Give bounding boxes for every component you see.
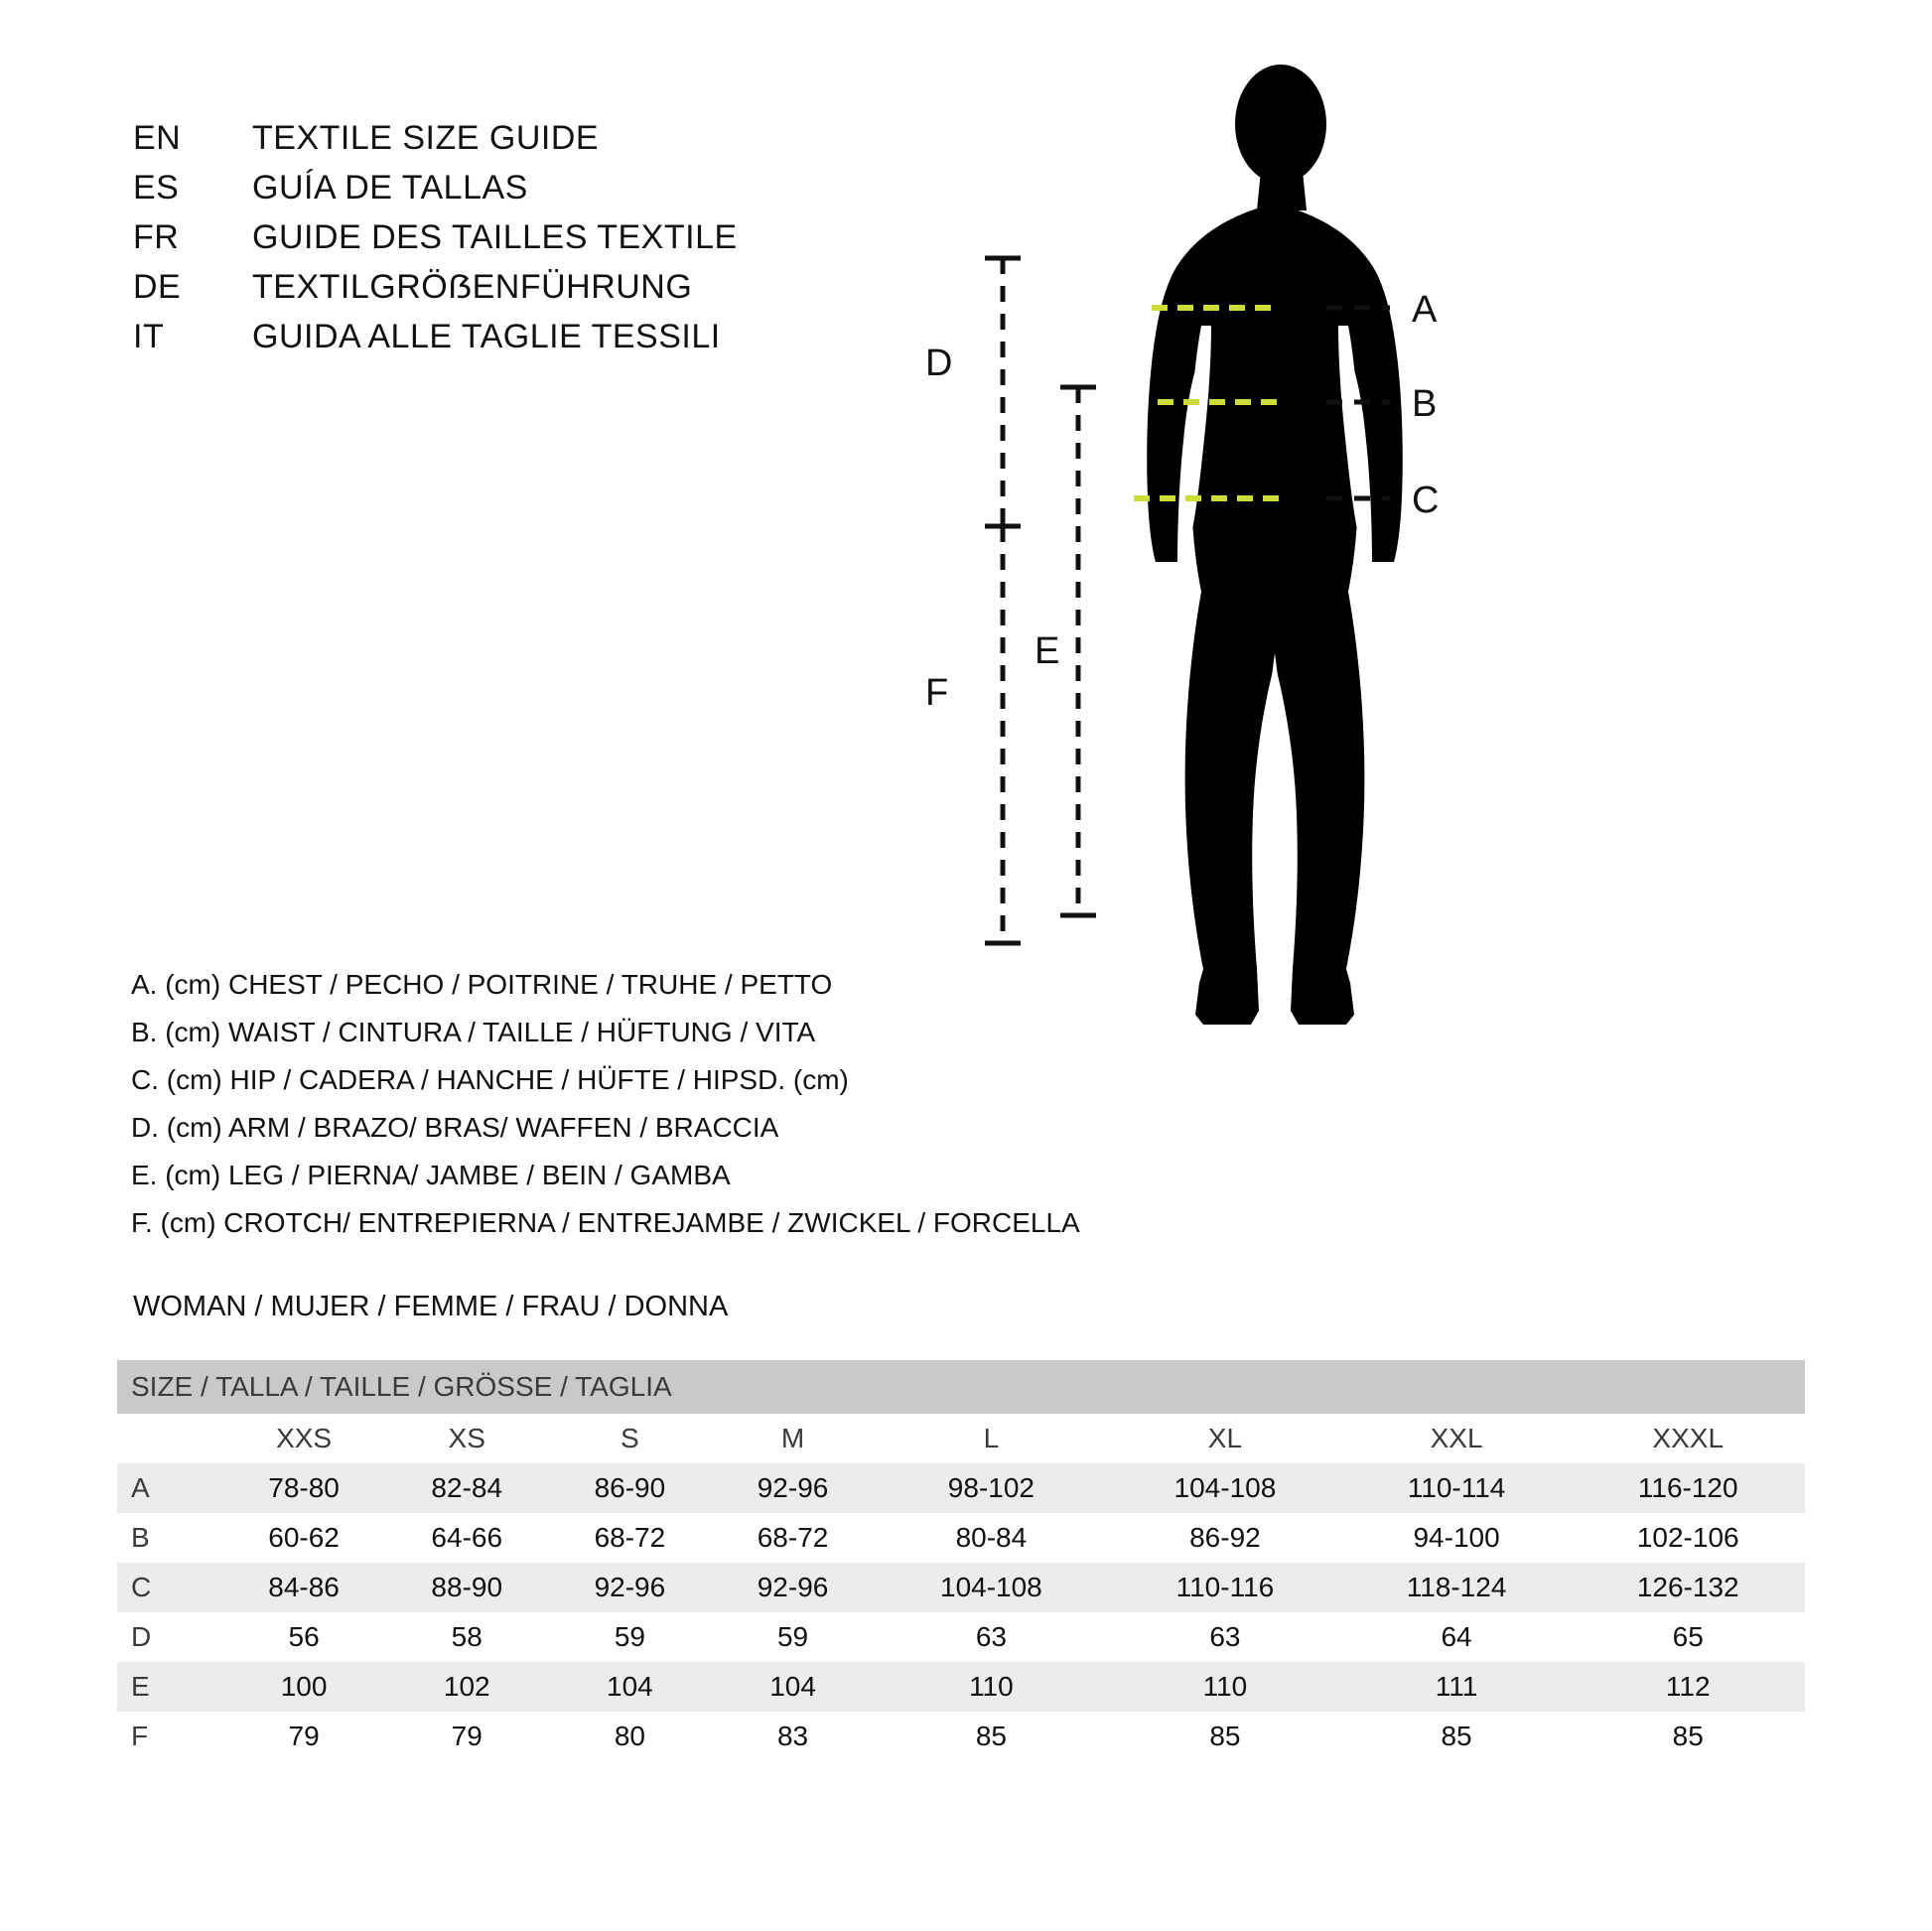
cell-c-xxs: 84-86: [222, 1563, 385, 1612]
title-text-fr: GUIDE DES TAILLES TEXTILE: [252, 218, 738, 256]
cell-a-xxl: 110-114: [1342, 1463, 1572, 1513]
label-e: E: [1035, 630, 1060, 672]
table-header-label: SIZE / TALLA / TAILLE / GRÖSSE / TAGLIA: [131, 1371, 672, 1402]
cell-a-l: 98-102: [875, 1463, 1109, 1513]
cell-f-l: 85: [875, 1712, 1109, 1761]
cell-b-s: 68-72: [548, 1513, 711, 1563]
cell-f-s: 80: [548, 1712, 711, 1761]
table-header-row: [117, 1360, 1805, 1414]
cell-e-xxs: 100: [222, 1662, 385, 1712]
legend-item-f: F. (cm) CROTCH/ ENTREPIERNA / ENTREJAMBE / ZWICKEL / FORCELLA: [131, 1207, 1080, 1238]
cell-d-xs: 58: [385, 1612, 548, 1662]
cell-f-m: 83: [711, 1712, 874, 1761]
title-lang-de: DE: [133, 268, 182, 306]
cell-d-xl: 63: [1108, 1612, 1342, 1662]
female-silhouette: [1147, 65, 1403, 1025]
cell-c-xxxl: 126-132: [1571, 1563, 1805, 1612]
size-header-xxxl: XXXL: [1571, 1414, 1805, 1463]
cell-c-xl: 110-116: [1108, 1563, 1342, 1612]
size-header-m: M: [711, 1414, 874, 1463]
cell-e-xs: 102: [385, 1662, 548, 1712]
body-measurement-diagram: [925, 60, 1886, 1231]
cell-f-xxs: 79: [222, 1712, 385, 1761]
cell-e-l: 110: [875, 1662, 1109, 1712]
title-lang-fr: FR: [133, 218, 180, 256]
cell-c-s: 92-96: [548, 1563, 711, 1612]
measurement-legend: [131, 961, 1080, 1247]
size-header-s: S: [548, 1414, 711, 1463]
cell-e-xxl: 111: [1342, 1662, 1572, 1712]
cell-a-xxs: 78-80: [222, 1463, 385, 1513]
size-header-xs: XS: [385, 1414, 548, 1463]
cell-c-xs: 88-90: [385, 1563, 548, 1612]
table-row: [117, 1563, 1805, 1612]
cell-d-xxl: 64: [1342, 1612, 1572, 1662]
title-row: [133, 218, 738, 268]
legend-item-e: E. (cm) LEG / PIERNA/ JAMBE / BEIN / GAMBA: [131, 1160, 731, 1190]
cell-f-xxxl: 85: [1571, 1712, 1805, 1761]
legend-item-b: B. (cm) WAIST / CINTURA / TAILLE / HÜFTUNG / VITA: [131, 1017, 816, 1047]
arm-length-bracket: [925, 258, 1021, 526]
cell-c-xxl: 118-124: [1342, 1563, 1572, 1612]
title-row: [133, 318, 738, 367]
cell-e-xxxl: 112: [1571, 1662, 1805, 1712]
label-a: A: [1412, 289, 1438, 331]
legend-item-d: D. (cm) ARM / BRAZO/ BRAS/ WAFFEN / BRACCIA: [131, 1112, 779, 1143]
table-row: [117, 1662, 1805, 1712]
cell-d-l: 63: [875, 1612, 1109, 1662]
crotch-length-bracket: [925, 526, 1021, 943]
row-key-f: F: [117, 1712, 222, 1761]
title-block: [133, 119, 738, 367]
cell-a-xl: 104-108: [1108, 1463, 1342, 1513]
title-row: [133, 119, 738, 169]
size-header-xl: XL: [1108, 1414, 1342, 1463]
cell-a-s: 86-90: [548, 1463, 711, 1513]
cell-e-m: 104: [711, 1662, 874, 1712]
gender-label: WOMAN / MUJER / FEMME / FRAU / DONNA: [133, 1291, 729, 1322]
cell-b-l: 80-84: [875, 1513, 1109, 1563]
title-text-en: TEXTILE SIZE GUIDE: [252, 119, 600, 157]
cell-d-s: 59: [548, 1612, 711, 1662]
cell-f-xs: 79: [385, 1712, 548, 1761]
title-row: [133, 169, 738, 218]
cell-e-xl: 110: [1108, 1662, 1342, 1712]
size-header-xxl: XXL: [1342, 1414, 1572, 1463]
cell-f-xxl: 85: [1342, 1712, 1572, 1761]
cell-b-xxxl: 102-106: [1571, 1513, 1805, 1563]
size-table: [117, 1360, 1805, 1761]
title-text-it: GUIDA ALLE TAGLIE TESSILI: [252, 318, 721, 355]
title-lang-it: IT: [133, 318, 165, 355]
size-header-l: L: [875, 1414, 1109, 1463]
cell-e-s: 104: [548, 1662, 711, 1712]
cell-a-xs: 82-84: [385, 1463, 548, 1513]
table-sizes-row: [117, 1414, 1805, 1463]
row-key-e: E: [117, 1662, 222, 1712]
cell-c-l: 104-108: [875, 1563, 1109, 1612]
cell-c-m: 92-96: [711, 1563, 874, 1612]
table-row: [117, 1712, 1805, 1761]
label-f: F: [925, 672, 949, 714]
cell-b-xxs: 60-62: [222, 1513, 385, 1563]
title-text-es: GUÍA DE TALLAS: [252, 169, 528, 207]
table-row: [117, 1463, 1805, 1513]
label-d: D: [925, 343, 953, 384]
legend-item-a: A. (cm) CHEST / PECHO / POITRINE / TRUHE / PETTO: [131, 969, 833, 1000]
title-lang-es: ES: [133, 169, 180, 207]
table-row: [117, 1513, 1805, 1563]
table-row: [117, 1612, 1805, 1662]
cell-d-xxxl: 65: [1571, 1612, 1805, 1662]
cell-b-xxl: 94-100: [1342, 1513, 1572, 1563]
leg-length-bracket: [1035, 387, 1096, 915]
sizes-row-key: [117, 1414, 222, 1463]
cell-b-m: 68-72: [711, 1513, 874, 1563]
cell-a-m: 92-96: [711, 1463, 874, 1513]
cell-d-m: 59: [711, 1612, 874, 1662]
label-c: C: [1412, 480, 1440, 521]
row-key-d: D: [117, 1612, 222, 1662]
row-key-a: A: [117, 1463, 222, 1513]
cell-b-xl: 86-92: [1108, 1513, 1342, 1563]
cell-b-xs: 64-66: [385, 1513, 548, 1563]
cell-a-xxxl: 116-120: [1571, 1463, 1805, 1513]
size-header-xxs: XXS: [222, 1414, 385, 1463]
legend-item-c: C. (cm) HIP / CADERA / HANCHE / HÜFTE / HIPSD. (cm): [131, 1064, 849, 1095]
title-text-de: TEXTILGRÖẞENFÜHRUNG: [252, 268, 693, 306]
title-lang-en: EN: [133, 119, 182, 157]
row-key-b: B: [117, 1513, 222, 1563]
label-b: B: [1412, 383, 1438, 425]
cell-f-xl: 85: [1108, 1712, 1342, 1761]
cell-d-xxs: 56: [222, 1612, 385, 1662]
title-row: [133, 268, 738, 318]
row-key-c: C: [117, 1563, 222, 1612]
